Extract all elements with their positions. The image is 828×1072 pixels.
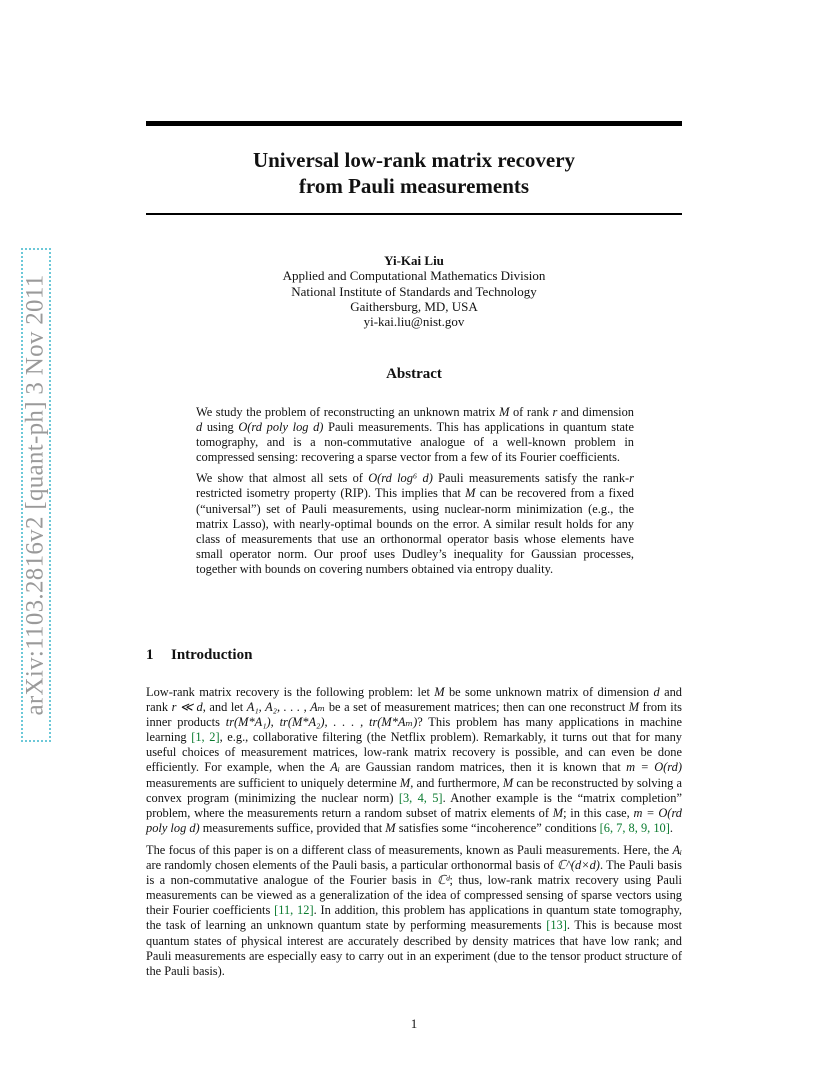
abstract-heading: Abstract bbox=[386, 366, 442, 382]
author-name: Yi-Kai Liu bbox=[384, 253, 444, 268]
math: M bbox=[499, 405, 510, 419]
author-location: Gaithersburg, MD, USA bbox=[350, 298, 478, 314]
math: d bbox=[196, 420, 203, 435]
text: . Another example is the “matrix completion” problem, where the measurements return a random subset of matrix elements of bbox=[146, 790, 683, 820]
arxiv-watermark bbox=[21, 248, 51, 742]
math: O(rd log⁶ d) bbox=[368, 471, 433, 486]
text: restricted isometry property (RIP). This implies that bbox=[196, 486, 466, 501]
page-number: 1 bbox=[410, 1016, 418, 1031]
abstract bbox=[196, 405, 634, 583]
math: r bbox=[552, 405, 558, 419]
text: are Gaussian random matrices, then it is known that bbox=[339, 760, 627, 775]
text: We study the problem of reconstructing an unknown matrix bbox=[196, 405, 500, 419]
section-heading-introduction bbox=[146, 647, 252, 664]
abstract-paragraph-1 bbox=[196, 405, 634, 465]
math: A₁, A₂, . . . , Aₘ bbox=[246, 700, 326, 715]
text: are randomly chosen elements of the Pauli basis, a particular orthonormal basis of bbox=[146, 858, 558, 873]
math: M bbox=[465, 486, 476, 501]
title-top-rule bbox=[146, 121, 682, 126]
math: tr(M*A₁), tr(M*A₂), . . . , tr(M*Aₘ) bbox=[225, 715, 418, 730]
author-affiliation-1: Applied and Computational Mathematics Division bbox=[282, 268, 546, 284]
text: and rank bbox=[146, 685, 682, 715]
author-email[interactable]: yi-kai.liu@nist.gov bbox=[363, 314, 465, 330]
citation-link[interactable]: [1, 2] bbox=[191, 730, 220, 745]
math: ℂᵈ bbox=[437, 873, 450, 888]
math: m = O(rd) bbox=[626, 760, 682, 775]
text: . This is because most quantum states of physical interest are accurately described by density matrices that have low rank; and Pauli measurements are especially easy to carry out in an experiment (due to the tensor product structure of the Pauli basis). bbox=[146, 918, 682, 978]
author-block bbox=[146, 253, 682, 329]
text: ? This problem has many applications in machine learning bbox=[146, 715, 682, 745]
citation-link[interactable]: [11, 12] bbox=[274, 903, 314, 918]
section-title: Introduction bbox=[171, 647, 253, 663]
introduction-body bbox=[146, 685, 682, 986]
text: Pauli measurements satisfy the rank- bbox=[432, 471, 630, 486]
text: satisfies some “incoherence” conditions bbox=[395, 820, 600, 835]
math: m = O(rd poly log d) bbox=[146, 805, 682, 835]
title-bottom-rule bbox=[146, 213, 682, 215]
text: Low-rank matrix recovery is the following problem: let bbox=[146, 685, 435, 699]
math: d bbox=[653, 685, 660, 699]
math: r bbox=[629, 471, 634, 486]
intro-paragraph-1 bbox=[146, 685, 682, 836]
text: , e.g., collaborative filtering (the Netflix problem). Remarkably, it turns out that for many useful choices of measurement matrices, low-rank matrix recovery is possible, and can even be done efficiently. For example, when the bbox=[146, 730, 682, 775]
text: from its inner products bbox=[146, 700, 682, 730]
math: ℂ^(d×d) bbox=[557, 858, 600, 873]
text: Pauli measurements. This has applications in quantum state tomography, and is a non-commutative analogue of a well-known problem in compressed sensing: recovering a sparse vector from a few of its Fourier coefficients. bbox=[196, 420, 634, 465]
citation-link[interactable]: [6, 7, 8, 9, 10] bbox=[599, 820, 670, 835]
text: using bbox=[202, 420, 239, 435]
math: M bbox=[399, 775, 411, 790]
text: ; thus, low-rank matrix recovery using Pauli measurements can be viewed as a generalization of the idea of compressed sensing of sparse vectors using their Fourier coefficients bbox=[146, 873, 683, 918]
text: measurements suffice, provided that bbox=[199, 820, 386, 835]
math: Aᵢ bbox=[672, 842, 682, 857]
text: be a set of measurement matrices; then can one reconstruct bbox=[325, 700, 629, 715]
text: . The Pauli basis is a non-commutative analogue of the Fourier basis in bbox=[146, 858, 682, 888]
text: We show that almost all sets of bbox=[196, 471, 369, 486]
arxiv-id-label: arXiv:1103.2816v2 [quant-ph] 3 Nov 2011 bbox=[22, 274, 50, 716]
section-number: 1 bbox=[146, 647, 154, 663]
abstract-paragraph-2 bbox=[196, 471, 634, 577]
intro-paragraph-2 bbox=[146, 843, 682, 979]
math: M bbox=[434, 685, 445, 699]
text: and dimension bbox=[557, 405, 635, 419]
text: The focus of this paper is on a different class of measurements, known as Pauli measurements. Here, the bbox=[146, 842, 673, 857]
citation-link[interactable]: [13] bbox=[546, 918, 567, 933]
text: be some unknown matrix of dimension bbox=[444, 685, 654, 699]
math: M bbox=[502, 775, 514, 790]
text: ; in this case, bbox=[563, 805, 634, 820]
title-line-2: from Pauli measurements bbox=[298, 174, 530, 198]
author-affiliation-2: National Institute of Standards and Technology bbox=[291, 283, 537, 299]
text: , and let bbox=[202, 700, 247, 715]
text: , and furthermore, bbox=[410, 775, 503, 790]
math: r ≪ d bbox=[171, 700, 203, 715]
citation-link[interactable]: [3, 4, 5] bbox=[398, 790, 443, 805]
text: can be reconstructed by solving a convex program (minimizing the nuclear norm) bbox=[146, 775, 682, 805]
text: of rank bbox=[509, 405, 553, 419]
math: M bbox=[628, 700, 640, 715]
math: M bbox=[385, 820, 396, 835]
math: M bbox=[552, 805, 564, 820]
text: . bbox=[669, 820, 673, 835]
math: O(rd poly log d) bbox=[238, 420, 324, 435]
text: measurements are sufficient to uniquely determine bbox=[146, 775, 400, 790]
text: can be recovered from a fixed (“universal”) set of Pauli measurements, using nuclear-norm minimization (e.g., the matrix Lasso), with nearly-optimal bounds on the error. A similar result holds for any class of measurements that use an orthonormal operator basis whose elements have small operator norm. Our proof uses Dudley’s inequality for Gaussian processes, together with bounds on covering numbers obtained via entropy duality. bbox=[196, 486, 634, 576]
text: . In addition, this problem has applications in quantum state tomography, the task of learning an unknown quantum state by performing measurements bbox=[146, 903, 683, 933]
title-line-1: Universal low-rank matrix recovery bbox=[252, 148, 576, 172]
paper-title bbox=[146, 147, 682, 199]
math: Aᵢ bbox=[330, 760, 340, 775]
